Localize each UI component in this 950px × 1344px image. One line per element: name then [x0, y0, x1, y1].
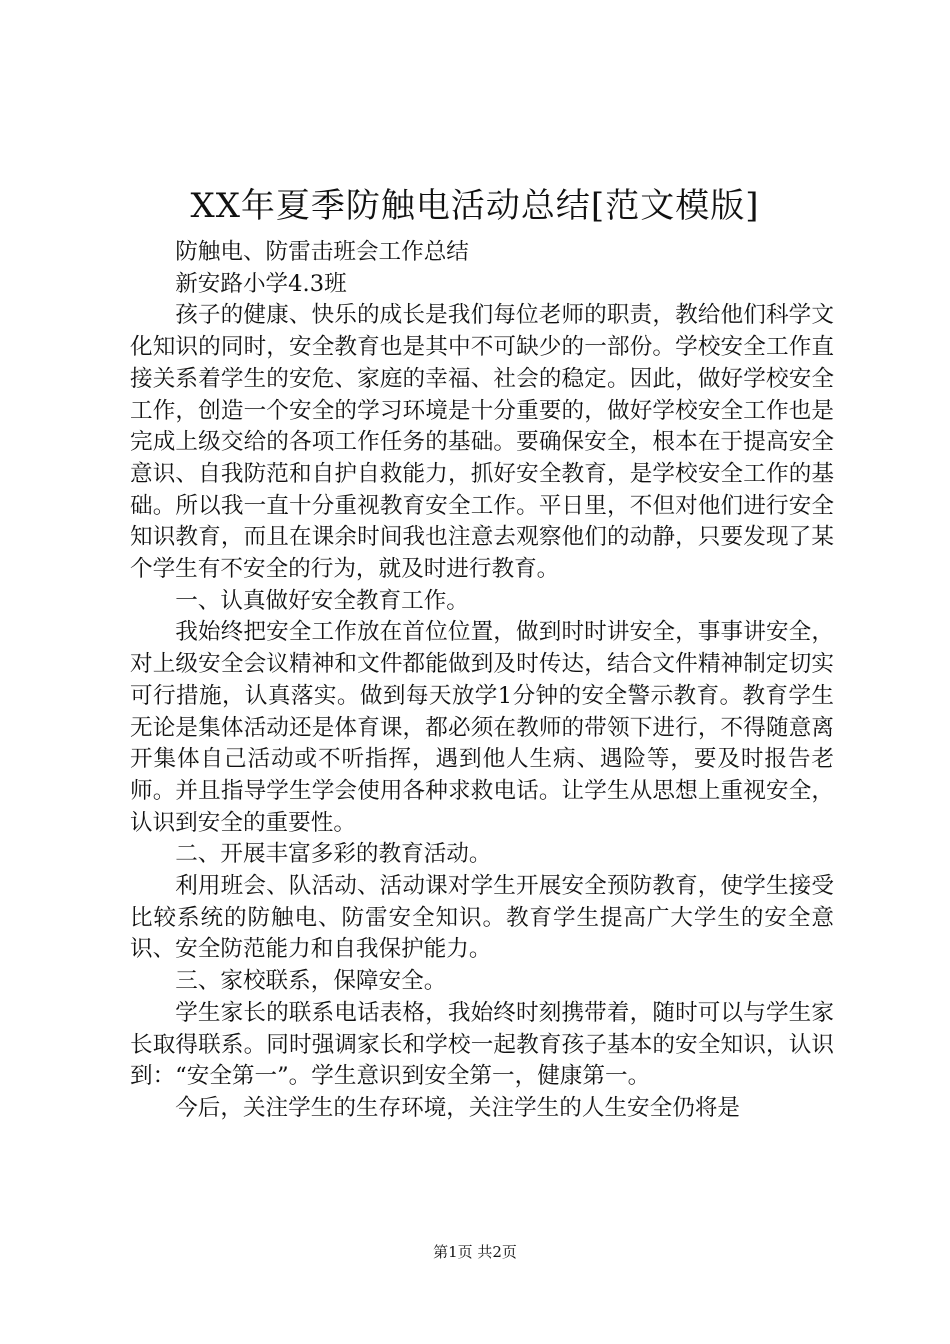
paragraph-intro: 孩子的健康、快乐的成长是我们每位老师的职责，教给他们科学文化知识的同时，安全教育也是其中不可缺少的一部份。学校安全工作直接关系着学生的安危、家庭的幸福、社会的稳定。因此，做好学校安全工作，创造一个安全的学习环境是十分重要的，做好学校安全工作也是完成上级交给的各项工作任务的基础。要确保安全，根本在于提高安全意识、自我防范和自护自救能力，抓好安全教育，是学校安全工作的基础。所以我一直十分重视教育安全工作。平日里，不但对他们进行安全知识教育，而且在课余时间我也注意去观察他们的动静，只要发现了某个学生有不安全的行为，就及时进行教育。: [130, 302, 834, 583]
paragraph-section-2: 利用班会、队活动、活动课对学生开展安全预防教育，使学生接受比较系统的防触电、防雷安全知识。教育学生提高广大学生的安全意识、安全防范能力和自我保护能力。: [130, 873, 834, 963]
document-title: XX年夏季防触电活动总结[范文模版]: [190, 186, 760, 226]
section-heading-1: 一、认真做好安全教育工作。: [175, 587, 469, 614]
paragraph-school-class: 新安路小学4.3班: [175, 270, 347, 297]
paragraph-closing: 今后，关注学生的生存环境，关注学生的人生安全仍将是: [175, 1094, 741, 1121]
section-heading-3: 三、家校联系，保障安全。: [175, 968, 447, 995]
paragraph-subtitle: 防触电、防雷击班会工作总结: [175, 239, 469, 265]
paragraph-section-3: 学生家长的联系电话表格，我始终时刻携带着，随时可以与学生家长取得联系。同时强调家长和学校一起教育孩子基本的安全知识，认识到：“安全第一”。学生意识到安全第一，健康第一。: [130, 999, 834, 1090]
page-footer: 第1页 共2页: [433, 1243, 517, 1261]
paragraph-section-1: 我始终把安全工作放在首位位置，做到时时讲安全，事事讲安全，对上级安全会议精神和文件都能做到及时传达，结合文件精神制定切实可行措施，认真落实。做到每天放学1分钟的安全警示教育。教育学生无论是集体活动还是体育课，都必须在教师的带领下进行，不得随意离开集体自己活动或不听指挥，遇到他人生病、遇险等，要及时报告老师。并且指导学生学会使用各种求救电话。让学生从思想上重视安全，认识到安全的重要性。: [130, 619, 834, 836]
document-body: [130, 237, 834, 1125]
section-heading-2: 二、开展丰富多彩的教育活动。: [175, 841, 492, 868]
